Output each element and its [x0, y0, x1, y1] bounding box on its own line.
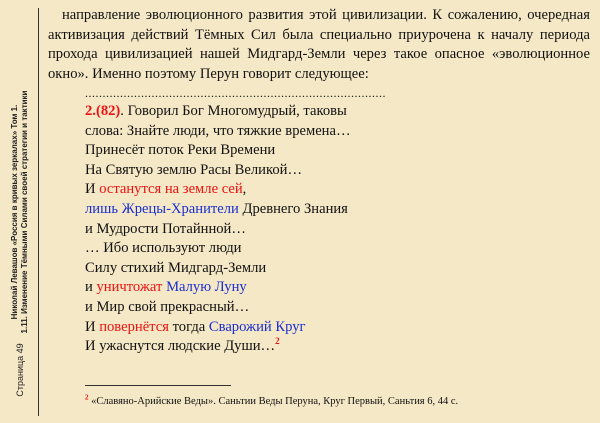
highlight-red: уничтожат [96, 279, 163, 296]
page-number: Страница 49 [15, 343, 25, 397]
footnote-ref[interactable]: 2 [275, 336, 280, 347]
verse-line: Принесёт поток Реки Времени [85, 142, 276, 159]
verse-line: и Мир свой прекрасный… [85, 298, 250, 315]
highlight-blue: Сварожий Круг [208, 318, 306, 335]
sidebar [0, 0, 40, 423]
verse-text: тогда [168, 318, 209, 335]
main-text [48, 6, 590, 357]
highlight-red: повернётся [99, 318, 169, 335]
verse-line: слова: Знайте люди, что тяжкие времена… [85, 122, 351, 139]
verse-line [85, 278, 590, 298]
ellipsis-separator: ...................................................................................... [85, 86, 386, 100]
verse-line [85, 102, 590, 122]
highlight-blue: Малую Луну [166, 279, 247, 296]
verse-text: И ужаснутся людские Души… [85, 338, 276, 355]
verse-line: На Святую землю Расы Великой… [85, 161, 303, 178]
body-paragraph: направление эволюционного развития этой цивилизации. К сожалению, очередная активизация действий Тёмных Сил была специально приурочена к началу периода прохода цивилизацией нашей Мидгард-Земли через такое опасное «эволюционное окно». Именно поэтому Перун говорит следующее: [48, 7, 590, 82]
verse-line: и Мудрости Потайнной… [85, 220, 246, 237]
verse-text: . Говорил Бог Многомудрый, таковы [120, 103, 347, 119]
verse-text: И [85, 318, 100, 335]
verse-number-alt: (82) [95, 103, 121, 119]
book-title-line1: Николай Левашов «Россия в кривых зеркалах» Том 1. [10, 104, 19, 320]
verse-text: Древнего Знания [238, 200, 348, 217]
verse-quote [85, 102, 590, 357]
highlight-red: останутся на земле сей [99, 181, 243, 198]
verse-line [85, 180, 590, 200]
verse-line [85, 337, 590, 357]
verse-line [85, 200, 590, 220]
verse-line: … Ибо используют люди [85, 240, 242, 257]
verse-text: и [85, 279, 97, 296]
verse-line [85, 318, 590, 338]
highlight-blue: лишь Жрецы-Хранители [85, 200, 239, 217]
book-title-line2: 1.11. Изменение Тёмными Силами своей стратегии и тактики [20, 90, 29, 334]
footnote-divider [85, 385, 231, 386]
footnote-marker: 2 [85, 393, 89, 402]
verse-line: Силу стихий Мидгард-Земли [85, 259, 267, 276]
footnote-text: «Славяно-Арийские Веды». Саньтии Веды Перуна, Круг Первый, Саньтия 6, 44 с. [91, 396, 459, 407]
footnote [85, 393, 459, 407]
verse-text: , [242, 181, 247, 198]
verse-number: 2. [85, 103, 96, 119]
verse-text: И [85, 181, 100, 198]
sidebar-divider [38, 8, 39, 416]
